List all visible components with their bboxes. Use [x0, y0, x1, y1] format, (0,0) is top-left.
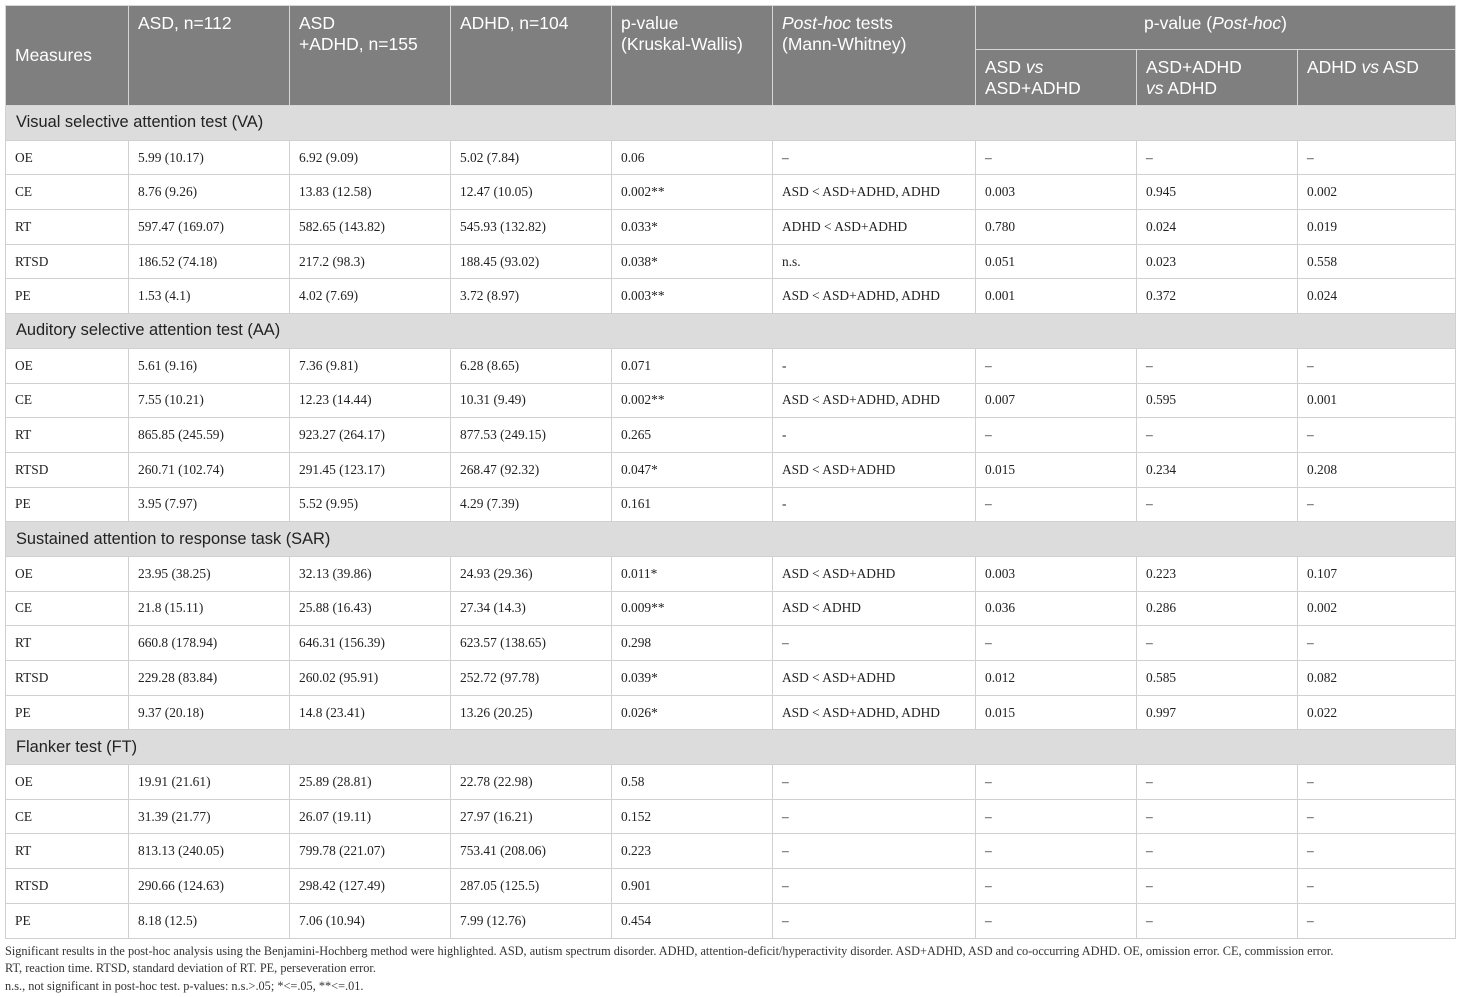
table-row — [6, 210, 1456, 245]
cell-asd-adhd: 13.83 (12.58) — [290, 175, 451, 210]
section-title: Flanker test (FT) — [6, 730, 1456, 765]
cell-measure: RTSD — [6, 244, 129, 279]
cell-kw-pvalue: 0.901 — [612, 869, 773, 904]
cell-adhd: 10.31 (9.49) — [451, 383, 612, 418]
cell-measure: RTSD — [6, 661, 129, 696]
cell-asd-adhd: 646.31 (156.39) — [290, 626, 451, 661]
table-row — [6, 556, 1456, 591]
section-header-row — [6, 730, 1456, 765]
cell-asd: 23.95 (38.25) — [129, 556, 290, 591]
cell-posthoc-test: - — [773, 418, 976, 453]
cell-adhd: 545.93 (132.82) — [451, 210, 612, 245]
cell-p-adhd-vs-asd: – — [1298, 487, 1456, 522]
cell-kw-pvalue: 0.047* — [612, 452, 773, 487]
cell-p-asd-adhd-vs-adhd: 0.945 — [1137, 175, 1298, 210]
cell-p-adhd-vs-asd: – — [1298, 140, 1456, 175]
cell-p-adhd-vs-asd: 0.002 — [1298, 175, 1456, 210]
cell-p-adhd-vs-asd: – — [1298, 834, 1456, 869]
cell-p-adhd-vs-asd: 0.107 — [1298, 556, 1456, 591]
cell-measure: CE — [6, 175, 129, 210]
cell-p-asd-vs-asd-adhd: 0.051 — [976, 244, 1137, 279]
cell-adhd: 252.72 (97.78) — [451, 661, 612, 696]
cell-adhd: 27.34 (14.3) — [451, 591, 612, 626]
table-row — [6, 279, 1456, 314]
cell-adhd: 287.05 (125.5) — [451, 869, 612, 904]
cell-p-asd-vs-asd-adhd: – — [976, 418, 1137, 453]
table-row — [6, 903, 1456, 938]
cell-asd-adhd: 217.2 (98.3) — [290, 244, 451, 279]
table-row — [6, 418, 1456, 453]
cell-posthoc-test: ASD < ASD+ADHD — [773, 452, 976, 487]
cell-measure: CE — [6, 383, 129, 418]
cell-measure: RT — [6, 210, 129, 245]
cell-p-asd-vs-asd-adhd: – — [976, 765, 1137, 800]
cell-kw-pvalue: 0.009** — [612, 591, 773, 626]
cell-p-adhd-vs-asd: 0.001 — [1298, 383, 1456, 418]
cell-adhd: 13.26 (20.25) — [451, 695, 612, 730]
cell-p-asd-vs-asd-adhd: – — [976, 348, 1137, 383]
table-row — [6, 695, 1456, 730]
cell-measure: CE — [6, 591, 129, 626]
cell-p-asd-adhd-vs-adhd: 0.234 — [1137, 452, 1298, 487]
cell-asd: 186.52 (74.18) — [129, 244, 290, 279]
header-asd-adhd: ASD +ADHD, n=155 — [290, 6, 451, 106]
cell-asd-adhd: 799.78 (221.07) — [290, 834, 451, 869]
cell-asd: 865.85 (245.59) — [129, 418, 290, 453]
cell-p-asd-vs-asd-adhd: 0.015 — [976, 695, 1137, 730]
cell-posthoc-test: ASD < ASD+ADHD — [773, 661, 976, 696]
cell-kw-pvalue: 0.152 — [612, 799, 773, 834]
cell-kw-pvalue: 0.223 — [612, 834, 773, 869]
section-title: Auditory selective attention test (AA) — [6, 314, 1456, 349]
cell-asd: 597.47 (169.07) — [129, 210, 290, 245]
cell-kw-pvalue: 0.039* — [612, 661, 773, 696]
cell-posthoc-test: – — [773, 903, 976, 938]
cell-p-adhd-vs-asd: – — [1298, 799, 1456, 834]
cell-posthoc-test: - — [773, 487, 976, 522]
cell-p-asd-adhd-vs-adhd: 0.023 — [1137, 244, 1298, 279]
cell-kw-pvalue: 0.011* — [612, 556, 773, 591]
cell-kw-pvalue: 0.038* — [612, 244, 773, 279]
table-row — [6, 799, 1456, 834]
cell-asd: 260.71 (102.74) — [129, 452, 290, 487]
cell-asd-adhd: 291.45 (123.17) — [290, 452, 451, 487]
cell-asd-adhd: 26.07 (19.11) — [290, 799, 451, 834]
cell-asd: 8.18 (12.5) — [129, 903, 290, 938]
cell-p-asd-adhd-vs-adhd: 0.223 — [1137, 556, 1298, 591]
cell-adhd: 6.28 (8.65) — [451, 348, 612, 383]
cell-posthoc-test: – — [773, 799, 976, 834]
cell-p-asd-adhd-vs-adhd: – — [1137, 140, 1298, 175]
cell-asd: 660.8 (178.94) — [129, 626, 290, 661]
cell-p-asd-vs-asd-adhd: 0.012 — [976, 661, 1137, 696]
cell-posthoc-test: ASD < ASD+ADHD, ADHD — [773, 383, 976, 418]
cell-asd-adhd: 7.06 (10.94) — [290, 903, 451, 938]
cell-measure: PE — [6, 487, 129, 522]
cell-adhd: 623.57 (138.65) — [451, 626, 612, 661]
cell-p-asd-adhd-vs-adhd: 0.585 — [1137, 661, 1298, 696]
cell-kw-pvalue: 0.454 — [612, 903, 773, 938]
cell-measure: PE — [6, 903, 129, 938]
table-row — [6, 244, 1456, 279]
cell-adhd: 3.72 (8.97) — [451, 279, 612, 314]
cell-p-asd-vs-asd-adhd: 0.015 — [976, 452, 1137, 487]
cell-measure: RT — [6, 834, 129, 869]
cell-kw-pvalue: 0.026* — [612, 695, 773, 730]
cell-p-asd-vs-asd-adhd: 0.001 — [976, 279, 1137, 314]
table-row — [6, 175, 1456, 210]
cell-adhd: 877.53 (249.15) — [451, 418, 612, 453]
cell-p-adhd-vs-asd: – — [1298, 903, 1456, 938]
cell-p-adhd-vs-asd: 0.024 — [1298, 279, 1456, 314]
cell-p-asd-vs-asd-adhd: – — [976, 487, 1137, 522]
cell-adhd: 268.47 (92.32) — [451, 452, 612, 487]
cell-asd-adhd: 260.02 (95.91) — [290, 661, 451, 696]
results-table — [5, 5, 1456, 939]
cell-measure: RTSD — [6, 452, 129, 487]
cell-posthoc-test: ADHD < ASD+ADHD — [773, 210, 976, 245]
header-asd-adhd-vs-adhd: ASD+ADHD vs ADHD — [1137, 50, 1298, 106]
section-title: Visual selective attention test (VA) — [6, 106, 1456, 141]
cell-p-asd-vs-asd-adhd: 0.780 — [976, 210, 1137, 245]
cell-posthoc-test: ASD < ASD+ADHD — [773, 556, 976, 591]
cell-asd: 229.28 (83.84) — [129, 661, 290, 696]
cell-p-asd-adhd-vs-adhd: 0.024 — [1137, 210, 1298, 245]
cell-asd-adhd: 14.8 (23.41) — [290, 695, 451, 730]
cell-measure: OE — [6, 765, 129, 800]
cell-p-asd-adhd-vs-adhd: – — [1137, 869, 1298, 904]
cell-asd-adhd: 32.13 (39.86) — [290, 556, 451, 591]
cell-asd-adhd: 298.42 (127.49) — [290, 869, 451, 904]
cell-p-asd-adhd-vs-adhd: – — [1137, 765, 1298, 800]
section-header-row — [6, 314, 1456, 349]
cell-p-asd-vs-asd-adhd: 0.036 — [976, 591, 1137, 626]
table-row — [6, 452, 1456, 487]
cell-p-asd-adhd-vs-adhd: – — [1137, 799, 1298, 834]
cell-asd-adhd: 12.23 (14.44) — [290, 383, 451, 418]
header-asd: ASD, n=112 — [129, 6, 290, 106]
cell-asd: 290.66 (124.63) — [129, 869, 290, 904]
table-row — [6, 383, 1456, 418]
cell-asd-adhd: 6.92 (9.09) — [290, 140, 451, 175]
header-adhd-vs-asd: ADHD vs ASD — [1298, 50, 1456, 106]
cell-p-asd-adhd-vs-adhd: – — [1137, 418, 1298, 453]
cell-posthoc-test: ASD < ASD+ADHD, ADHD — [773, 175, 976, 210]
cell-asd-adhd: 7.36 (9.81) — [290, 348, 451, 383]
cell-p-adhd-vs-asd: – — [1298, 869, 1456, 904]
cell-p-adhd-vs-asd: 0.082 — [1298, 661, 1456, 696]
table-row — [6, 626, 1456, 661]
cell-posthoc-test: – — [773, 869, 976, 904]
cell-p-asd-adhd-vs-adhd: 0.595 — [1137, 383, 1298, 418]
cell-measure: RTSD — [6, 869, 129, 904]
header-measures: Measures — [6, 6, 129, 106]
cell-asd-adhd: 4.02 (7.69) — [290, 279, 451, 314]
cell-kw-pvalue: 0.071 — [612, 348, 773, 383]
cell-kw-pvalue: 0.161 — [612, 487, 773, 522]
cell-posthoc-test: – — [773, 834, 976, 869]
cell-asd: 31.39 (21.77) — [129, 799, 290, 834]
cell-measure: OE — [6, 556, 129, 591]
cell-asd: 1.53 (4.1) — [129, 279, 290, 314]
cell-p-adhd-vs-asd: 0.022 — [1298, 695, 1456, 730]
header-posthoc-pvalue-group: p-value (Post-hoc) — [976, 6, 1456, 50]
table-header — [6, 6, 1456, 106]
cell-adhd: 5.02 (7.84) — [451, 140, 612, 175]
section-title: Sustained attention to response task (SAR) — [6, 522, 1456, 557]
header-asd-vs-asd-adhd: ASD vs ASD+ADHD — [976, 50, 1137, 106]
cell-p-adhd-vs-asd: 0.208 — [1298, 452, 1456, 487]
table-row — [6, 765, 1456, 800]
cell-p-asd-vs-asd-adhd: – — [976, 799, 1137, 834]
table-row — [6, 348, 1456, 383]
section-header-row — [6, 106, 1456, 141]
cell-asd: 9.37 (20.18) — [129, 695, 290, 730]
table-row — [6, 140, 1456, 175]
cell-adhd: 22.78 (22.98) — [451, 765, 612, 800]
cell-p-asd-vs-asd-adhd: 0.007 — [976, 383, 1137, 418]
cell-p-asd-vs-asd-adhd: – — [976, 140, 1137, 175]
cell-kw-pvalue: 0.265 — [612, 418, 773, 453]
cell-measure: OE — [6, 140, 129, 175]
cell-asd: 8.76 (9.26) — [129, 175, 290, 210]
cell-p-adhd-vs-asd: – — [1298, 765, 1456, 800]
cell-p-adhd-vs-asd: 0.019 — [1298, 210, 1456, 245]
cell-asd-adhd: 25.89 (28.81) — [290, 765, 451, 800]
cell-measure: PE — [6, 279, 129, 314]
cell-kw-pvalue: 0.002** — [612, 383, 773, 418]
cell-p-asd-adhd-vs-adhd: – — [1137, 487, 1298, 522]
cell-p-asd-adhd-vs-adhd: – — [1137, 626, 1298, 661]
footnote-line: Significant results in the post-hoc analysis using the Benjamini-Hochberg method were highlighted. ASD, autism spectrum disorder. ADHD, attention-deficit/hyperactivity disorder. ASD+ADHD, ASD and co-occurring ADHD. OE, omission error. CE, commission error. — [5, 943, 1334, 958]
table-row — [6, 869, 1456, 904]
cell-p-asd-vs-asd-adhd: 0.003 — [976, 556, 1137, 591]
cell-adhd: 24.93 (29.36) — [451, 556, 612, 591]
cell-adhd: 7.99 (12.76) — [451, 903, 612, 938]
footnote-line: RT, reaction time. RTSD, standard deviation of RT. PE, perseveration error. — [5, 961, 376, 975]
cell-p-asd-vs-asd-adhd: 0.003 — [976, 175, 1137, 210]
cell-p-adhd-vs-asd: 0.002 — [1298, 591, 1456, 626]
cell-p-adhd-vs-asd: – — [1298, 418, 1456, 453]
table-row — [6, 487, 1456, 522]
cell-p-adhd-vs-asd: – — [1298, 626, 1456, 661]
cell-p-asd-adhd-vs-adhd: – — [1137, 348, 1298, 383]
cell-p-asd-adhd-vs-adhd: 0.997 — [1137, 695, 1298, 730]
cell-kw-pvalue: 0.298 — [612, 626, 773, 661]
section-header-row — [6, 522, 1456, 557]
cell-p-asd-vs-asd-adhd: – — [976, 626, 1137, 661]
cell-p-asd-adhd-vs-adhd: 0.286 — [1137, 591, 1298, 626]
cell-p-adhd-vs-asd: 0.558 — [1298, 244, 1456, 279]
cell-p-asd-adhd-vs-adhd: – — [1137, 903, 1298, 938]
cell-asd-adhd: 5.52 (9.95) — [290, 487, 451, 522]
footnote-line: n.s., not significant in post-hoc test. p-values: n.s.>.05; *<=.05, **<=.01. — [5, 978, 364, 993]
cell-p-asd-adhd-vs-adhd: – — [1137, 834, 1298, 869]
cell-asd-adhd: 923.27 (264.17) — [290, 418, 451, 453]
cell-measure: RT — [6, 626, 129, 661]
cell-adhd: 12.47 (10.05) — [451, 175, 612, 210]
cell-adhd: 4.29 (7.39) — [451, 487, 612, 522]
table-row — [6, 661, 1456, 696]
cell-asd: 19.91 (21.61) — [129, 765, 290, 800]
cell-kw-pvalue: 0.002** — [612, 175, 773, 210]
cell-p-asd-vs-asd-adhd: – — [976, 903, 1137, 938]
cell-p-asd-vs-asd-adhd: – — [976, 834, 1137, 869]
cell-adhd: 27.97 (16.21) — [451, 799, 612, 834]
cell-posthoc-test: ASD < ADHD — [773, 591, 976, 626]
cell-asd-adhd: 582.65 (143.82) — [290, 210, 451, 245]
cell-kw-pvalue: 0.58 — [612, 765, 773, 800]
cell-asd: 21.8 (15.11) — [129, 591, 290, 626]
table-row — [6, 591, 1456, 626]
cell-p-asd-adhd-vs-adhd: 0.372 — [1137, 279, 1298, 314]
cell-measure: RT — [6, 418, 129, 453]
header-posthoc-tests: Post-hoc tests (Mann-Whitney) — [773, 6, 976, 106]
cell-kw-pvalue: 0.06 — [612, 140, 773, 175]
cell-adhd: 188.45 (93.02) — [451, 244, 612, 279]
cell-kw-pvalue: 0.033* — [612, 210, 773, 245]
cell-posthoc-test: ASD < ASD+ADHD, ADHD — [773, 279, 976, 314]
cell-posthoc-test: – — [773, 765, 976, 800]
cell-asd: 3.95 (7.97) — [129, 487, 290, 522]
cell-asd-adhd: 25.88 (16.43) — [290, 591, 451, 626]
cell-p-asd-vs-asd-adhd: – — [976, 869, 1137, 904]
table-body — [6, 106, 1456, 939]
header-kruskal-wallis: p-value (Kruskal-Wallis) — [612, 6, 773, 106]
cell-asd: 5.99 (10.17) — [129, 140, 290, 175]
cell-posthoc-test: n.s. — [773, 244, 976, 279]
cell-measure: CE — [6, 799, 129, 834]
cell-kw-pvalue: 0.003** — [612, 279, 773, 314]
table-footnote — [5, 943, 1455, 996]
cell-posthoc-test: ASD < ASD+ADHD, ADHD — [773, 695, 976, 730]
cell-posthoc-test: – — [773, 140, 976, 175]
cell-measure: OE — [6, 348, 129, 383]
cell-asd: 5.61 (9.16) — [129, 348, 290, 383]
cell-posthoc-test: – — [773, 626, 976, 661]
cell-measure: PE — [6, 695, 129, 730]
header-adhd: ADHD, n=104 — [451, 6, 612, 106]
cell-asd: 7.55 (10.21) — [129, 383, 290, 418]
cell-p-adhd-vs-asd: – — [1298, 348, 1456, 383]
cell-posthoc-test: - — [773, 348, 976, 383]
cell-adhd: 753.41 (208.06) — [451, 834, 612, 869]
cell-asd: 813.13 (240.05) — [129, 834, 290, 869]
table-container — [5, 5, 1455, 995]
table-row — [6, 834, 1456, 869]
